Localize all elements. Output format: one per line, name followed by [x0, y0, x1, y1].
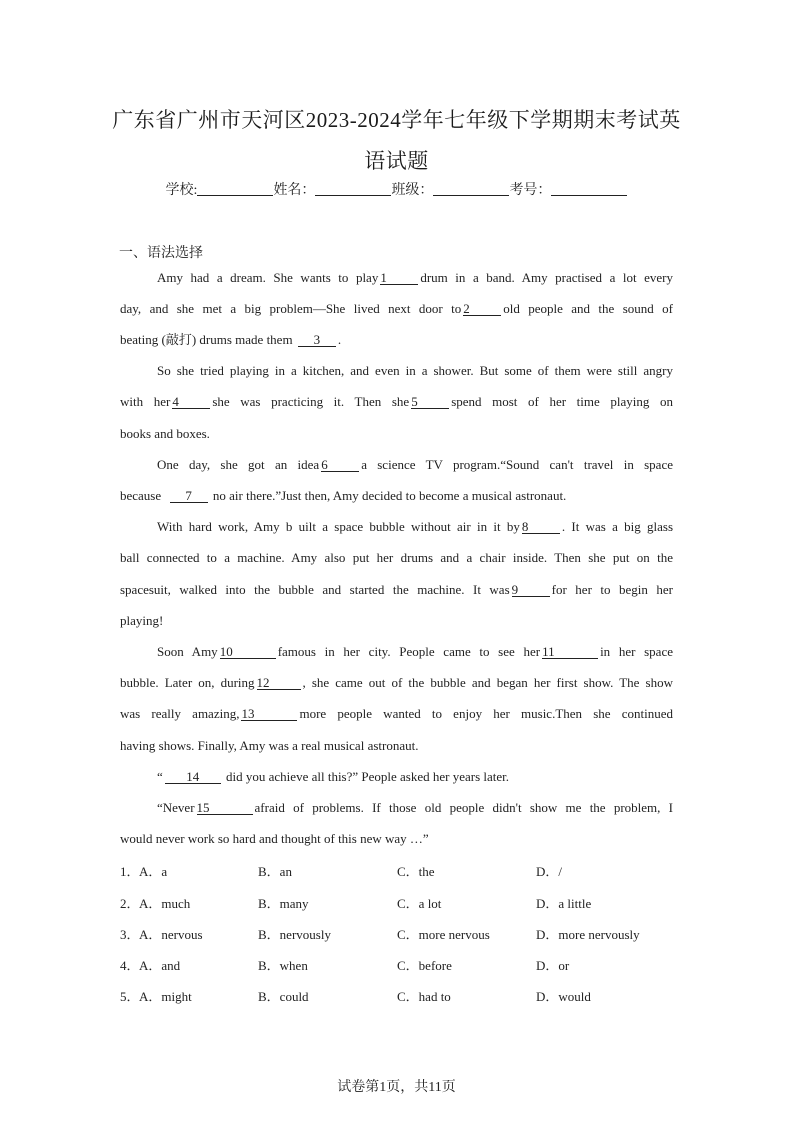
option-b[interactable]: B．could: [258, 989, 309, 1004]
passage-line: beating (敲打) drums made them 3 .: [120, 332, 342, 347]
blank-14: 14: [165, 770, 221, 784]
blank-12: 12: [257, 676, 301, 690]
question-number: 4．: [120, 958, 140, 973]
blank-13: 13: [241, 707, 297, 721]
option-a[interactable]: A．and: [139, 958, 181, 973]
blank-10: 10: [220, 645, 276, 659]
option-a[interactable]: A．nervous: [139, 927, 203, 942]
option-b[interactable]: B．many: [258, 896, 309, 911]
passage-line: with her 4 she was practicing it. Then she 5 spend most of her time playing on: [120, 394, 673, 409]
blank-5: 5: [411, 395, 449, 409]
passage-line: having shows. Finally, Amy was a real musical astronaut.: [120, 738, 419, 753]
blank-6: 6: [321, 458, 359, 472]
passage-line: With hard work, Amy b uilt a space bubble without air in it by 8 . It was a big glass: [157, 519, 674, 534]
school-label: 学校:: [165, 183, 198, 198]
option-a[interactable]: A．might: [139, 989, 192, 1004]
blank-2: 2: [463, 302, 501, 316]
option-c[interactable]: C．a lot: [397, 896, 442, 911]
option-d[interactable]: D．would: [536, 989, 591, 1004]
option-d[interactable]: D．more nervously: [536, 927, 640, 942]
question-number: 3．: [120, 927, 140, 942]
question-number: 2．: [120, 896, 140, 911]
option-b[interactable]: B．an: [258, 864, 292, 879]
option-c[interactable]: C．had to: [397, 989, 451, 1004]
blank-11: 11: [542, 645, 598, 659]
option-a[interactable]: A．a: [139, 864, 168, 879]
option-d[interactable]: D．/: [536, 864, 563, 879]
passage-line: would never work so hard and thought of this new way …”: [120, 831, 429, 846]
passage-line: “ 14 did you achieve all this?” People asked her years later.: [157, 769, 510, 784]
school-blank[interactable]: [197, 181, 273, 196]
passage-line: books and boxes.: [120, 426, 210, 441]
blank-4: 4: [172, 395, 210, 409]
name-label: 姓名：: [273, 183, 316, 198]
passage-line: playing!: [120, 613, 164, 628]
student-info-row: [0, 179, 793, 199]
passage-line: spacesuit, walked into the bubble and started the machine. It was 9 for her to begin her: [120, 582, 673, 597]
blank-15: 15: [197, 801, 253, 815]
blank-3: 3: [298, 333, 336, 347]
option-d[interactable]: D．a little: [536, 896, 592, 911]
exam-title-line1: 广东省广州市天河区2023-2024学年七年级下学期期末考试英: [112, 108, 681, 132]
blank-9: 9: [512, 583, 550, 597]
exam-title-line2: 语试题: [364, 149, 429, 173]
question-number: 1．: [120, 864, 140, 879]
passage-line: “Never 15 afraid of problems. If those old people didn't show me the problem, I: [157, 800, 673, 815]
name-blank[interactable]: [315, 181, 391, 196]
blank-8: 8: [522, 520, 560, 534]
option-c[interactable]: C．more nervous: [397, 927, 490, 942]
passage-line: because 7 no air there.”Just then, Amy decided to become a musical astronaut.: [120, 488, 567, 503]
passage-line: Amy had a dream. She wants to play 1 drum in a band. Amy practised a lot every: [157, 270, 673, 285]
question-number: 5．: [120, 989, 140, 1004]
blank-7: 7: [170, 489, 208, 503]
passage-line: Soon Amy 10 famous in her city. People came to see her 11 in her space: [157, 644, 673, 659]
passage-line: bubble. Later on, during 12 , she came out of the bubble and began her first show. The show: [120, 675, 673, 690]
page-footer: 试卷第1页，共11页: [337, 1080, 456, 1095]
option-b[interactable]: B．nervously: [258, 927, 331, 942]
exam-number-blank[interactable]: [551, 181, 627, 196]
option-c[interactable]: C．before: [397, 958, 452, 973]
passage-line: One day, she got an idea 6 a science TV program.“Sound can't travel in space: [157, 457, 673, 472]
passage-line: day, and she met a big problem—She lived next door to 2 old people and the sound of: [120, 301, 673, 316]
section-heading: 一、语法选择: [119, 246, 203, 261]
option-b[interactable]: B．when: [258, 958, 308, 973]
option-a[interactable]: A．much: [139, 896, 191, 911]
option-c[interactable]: C．the: [397, 864, 435, 879]
passage-line: So she tried playing in a kitchen, and even in a shower. But some of them were still angry: [157, 363, 673, 378]
class-label: 班级：: [391, 183, 434, 198]
exam-number-label: 考号：: [509, 183, 552, 198]
class-blank[interactable]: [433, 181, 509, 196]
passage-line: was really amazing, 13 more people wanted to enjoy her music.Then she continued: [120, 706, 673, 721]
passage-line: ball connected to a machine. Amy also put her drums and a chair inside. Then she put on the: [120, 550, 673, 565]
option-d[interactable]: D．or: [536, 958, 570, 973]
blank-1: 1: [380, 271, 418, 285]
